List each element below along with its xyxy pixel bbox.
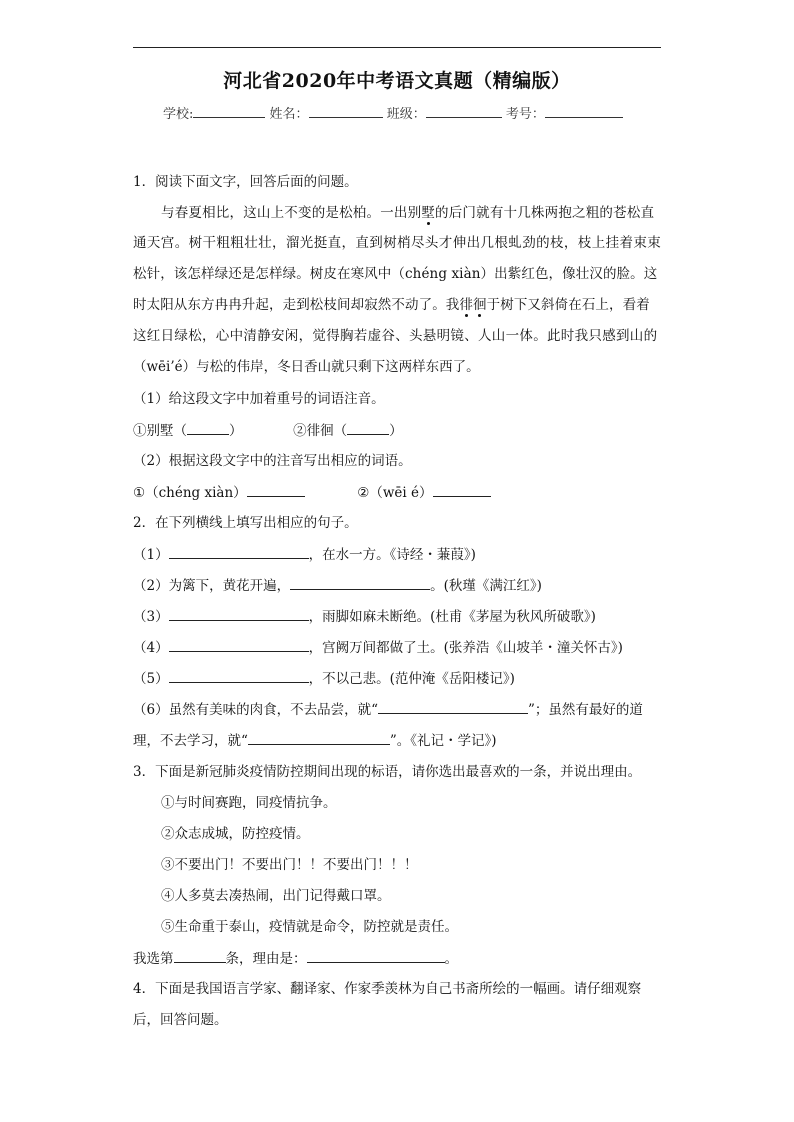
student-info-row bbox=[163, 103, 623, 122]
answer-blank[interactable] bbox=[247, 482, 305, 497]
name-blank[interactable] bbox=[309, 105, 383, 118]
q2-item-6-line-2: 理，不去学习，就“ ”。《礼记・学记》) bbox=[133, 730, 497, 751]
q1-sub1-answers: ①别墅（ ） ②徘徊（ ） bbox=[133, 420, 403, 441]
answer-blank[interactable] bbox=[169, 668, 309, 683]
q2-item-5: （5） ，不以己悲。(范仲淹《岳阳楼记》) bbox=[133, 668, 515, 689]
q2-stem: 2．在下列横线上填写出相应的句子。 bbox=[133, 515, 358, 531]
q1-passage-line-6: （wēi’é）与松的伟岸，冬日香山就只剩下这两样东西了。 bbox=[133, 359, 480, 375]
q1-passage-line-1: 与春夏相比，这山上不变的是松柏。一出别墅的后门就有十几株两抱之粗的苍松直 bbox=[161, 205, 655, 221]
q3-slogan-5: ⑤生命重于泰山，疫情就是命令，防控就是责任。 bbox=[161, 919, 458, 935]
q3-answer: 我选第 条，理由是： 。 bbox=[133, 948, 458, 969]
header-rule bbox=[133, 47, 661, 48]
q1-passage-line-5: 这红日绿松，心中清静安闲，觉得胸若虚谷、头悬明镜、人山一体。此时我只感到山的 bbox=[133, 328, 658, 344]
q3-slogan-1: ①与时间赛跑，同疫情抗争。 bbox=[161, 795, 337, 811]
emphasis-char: 徘 bbox=[459, 297, 474, 313]
q1-sub2: （2）根据这段文字中的注音写出相应的词语。 bbox=[133, 453, 412, 469]
answer-blank[interactable] bbox=[378, 699, 528, 714]
q1-passage-line-2: 通天宫。树干粗粗壮壮，溜光挺直，直到树梢尽头才伸出几根虬劲的枝，枝上挂着束束 bbox=[133, 235, 662, 251]
q2-item-6-line-1: （6）虽然有美味的肉食，不去品尝，就“ ”；虽然有最好的道 bbox=[133, 699, 643, 720]
q3-stem: 3．下面是新冠肺炎疫情防控期间出现的标语，请你选出最喜欢的一条，并说出理由。 bbox=[133, 764, 642, 780]
q1-passage-line-3: 松针，该怎样绿还是怎样绿。树皮在寒风中（chéng xiàn）出紫红色，像壮汉的脸。这 bbox=[133, 266, 658, 282]
page-title: 河北省2020年中考语文真题（精编版） bbox=[223, 70, 571, 92]
answer-blank[interactable] bbox=[169, 544, 309, 559]
answer-blank[interactable] bbox=[307, 948, 445, 963]
q2-item-3: （3） ，雨脚如麻未断绝。(杜甫《茅屋为秋风所破歌》) bbox=[133, 606, 596, 627]
q1-sub1: （1）给这段文字中加着重号的词语注音。 bbox=[133, 391, 385, 407]
exam-number-blank[interactable] bbox=[545, 105, 623, 118]
q4-stem-line-1: 4．下面是我国语言学家、翻译家、作家季羡林为自己书斋所绘的一幅画。请仔细观察 bbox=[133, 981, 642, 997]
q3-slogan-2: ②众志成城，防控疫情。 bbox=[161, 826, 310, 842]
q1-passage-line-4: 时太阳从东方冉冉升起，走到松枝间却寂然不动了。我徘徊于树下又斜倚在石上，看着 bbox=[133, 297, 650, 313]
answer-blank[interactable] bbox=[187, 420, 229, 435]
q2-item-1: （1） ，在水一方。《诗经・蒹葭》) bbox=[133, 544, 476, 565]
q1-sub2-answers: ①（chéng xiàn） ②（wēi é） bbox=[133, 482, 491, 503]
class-label: 班级： bbox=[386, 107, 426, 122]
school-blank[interactable] bbox=[193, 105, 265, 118]
q3-slogan-4: ④人多莫去凑热闹，出门记得戴口罩。 bbox=[161, 888, 391, 904]
name-label: 姓名： bbox=[269, 107, 309, 122]
answer-blank[interactable] bbox=[433, 482, 491, 497]
answer-blank[interactable] bbox=[169, 637, 309, 652]
q1-stem: 1．阅读下面文字，回答后面的问题。 bbox=[133, 174, 358, 190]
q2-item-4: （4） ，宫阙万间都做了土。(张养浩《山坡羊・潼关怀古》) bbox=[133, 637, 623, 658]
exam-number-label: 考号： bbox=[505, 107, 545, 122]
answer-blank[interactable] bbox=[174, 948, 226, 963]
class-blank[interactable] bbox=[426, 105, 502, 118]
answer-blank[interactable] bbox=[248, 730, 390, 745]
answer-blank[interactable] bbox=[169, 606, 309, 621]
q2-item-2: （2）为篱下，黄花开遍， 。(秋瑾《满江红》) bbox=[133, 575, 542, 596]
emphasis-char: 徊 bbox=[473, 297, 487, 313]
emphasis-char: 墅 bbox=[421, 205, 436, 221]
answer-blank[interactable] bbox=[290, 575, 430, 590]
q4-stem-line-2: 后，回答问题。 bbox=[133, 1012, 228, 1028]
q3-slogan-3: ③不要出门！不要出门！！不要出门！！！ bbox=[161, 857, 418, 873]
answer-blank[interactable] bbox=[347, 420, 389, 435]
school-label: 学校: bbox=[163, 107, 194, 122]
